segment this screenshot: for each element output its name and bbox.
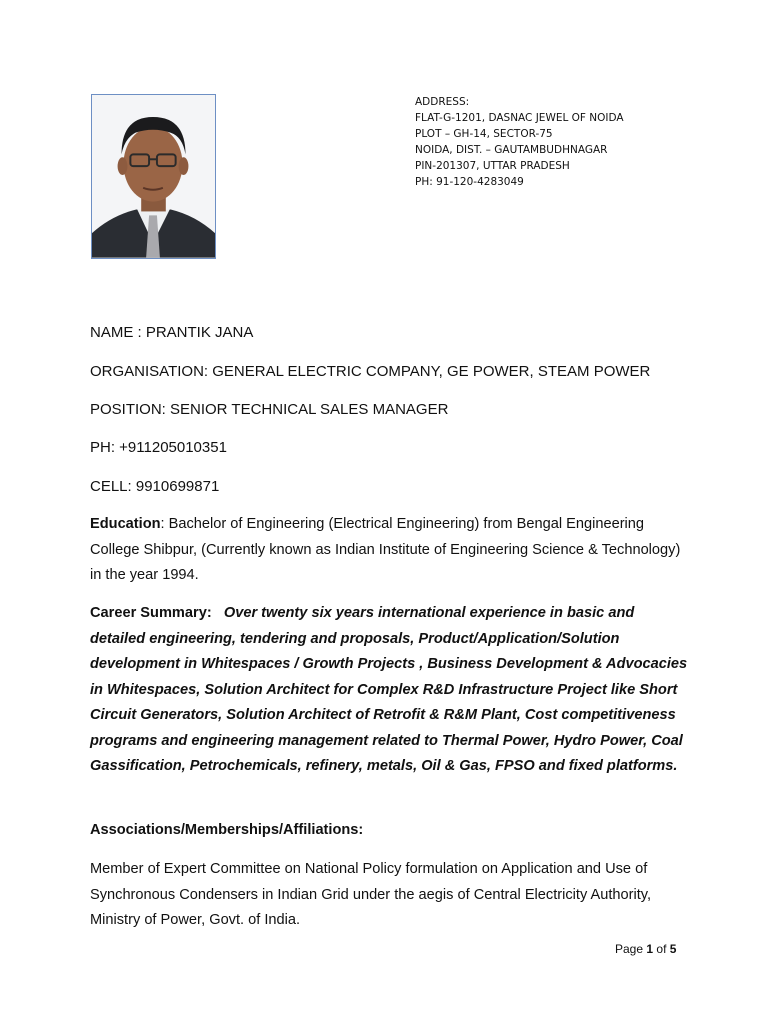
page-current: 1: [646, 942, 654, 956]
address-line: NOIDA, DIST. – GAUTAMBUDHNAGAR: [415, 144, 608, 156]
address-line: PIN-201307, UTTAR PRADESH: [415, 160, 570, 172]
career-summary-text: Over twenty six years international experience in basic and detailed engineering, tendering and proposals, Product/Application/Solution development in Whitespaces / Growth Projects , Business Development & Advocacies in Whitespaces, Solution Architect for Complex R&D Infrastructure Project like Short Circuit Generators, Solution Architect of Retrofit & R&M Plant, Cost competitiveness programs and engineering management related to Thermal Power, Hydro Power, Coal Gassification, Petrochemicals, refinery, metals, Oil & Gas, FPSO and fixed platforms.: [90, 605, 688, 774]
profile-photo: [91, 94, 216, 259]
page-number: [615, 942, 676, 956]
career-summary-section: [90, 601, 690, 780]
page-of: of: [656, 942, 667, 956]
education-label: Education: [90, 516, 161, 532]
career-summary-label: Career Summary:: [90, 605, 212, 621]
address-line: PH: 91-120-4283049: [415, 176, 524, 188]
phone-field: PH: +911205010351: [90, 439, 227, 456]
page-total: 5: [669, 942, 677, 956]
address-line: FLAT-G-1201, DASNAC JEWEL OF NOIDA: [415, 112, 624, 124]
address-heading: ADDRESS:: [415, 96, 470, 108]
address-line: PLOT – GH-14, SECTOR-75: [415, 128, 553, 140]
associations-text: Member of Expert Committee on National Policy formulation on Application and Use of Synchronous Condensers in Indian Grid under the aegis of Central Electricity Authority, Ministry of Power, Govt. of India.: [90, 861, 652, 928]
name-field: NAME : PRANTIK JANA: [90, 324, 254, 341]
education-section: [90, 512, 690, 589]
page-prefix: Page: [615, 942, 644, 956]
associations-heading: Associations/Memberships/Affiliations:: [90, 822, 364, 838]
portrait-image: [92, 95, 215, 258]
address-block: [415, 94, 745, 190]
organisation-field: ORGANISATION: GENERAL ELECTRIC COMPANY, GE POWER, STEAM POWER: [90, 363, 651, 380]
position-field: POSITION: SENIOR TECHNICAL SALES MANAGER: [90, 401, 449, 418]
education-text: : Bachelor of Engineering (Electrical Engineering) from Bengal Engineering College Shibpur, (Currently known as Indian Institute of Engineering Science & Technology) in the year 1994.: [90, 516, 681, 583]
cell-field: CELL: 9910699871: [90, 478, 220, 495]
